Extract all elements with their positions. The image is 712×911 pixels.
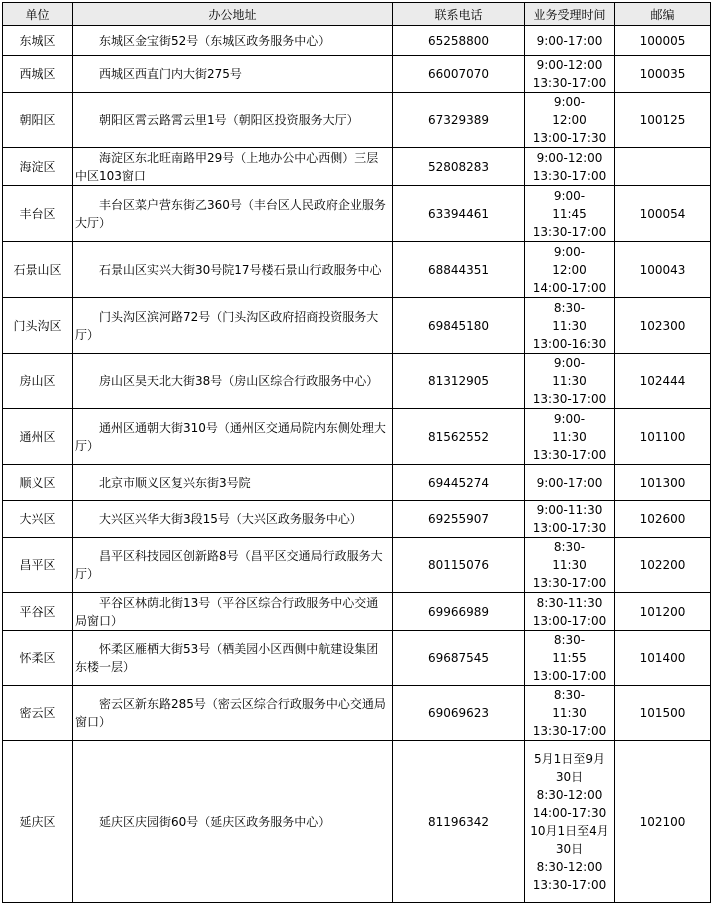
cell-address [73,501,393,538]
cell-address [73,686,393,741]
cell-hours: 9:00-17:00 [525,465,615,501]
cell-phone: 80115076 [393,538,525,593]
table-row [3,538,711,593]
address-text: 东城区金宝街52号（东城区政务服务中心） [99,33,331,48]
cell-phone: 63394461 [393,186,525,242]
address-text: 北京市顺义区复兴东街3号院 [99,475,251,490]
cell-address [73,538,393,593]
cell-unit: 通州区 [3,409,73,465]
cell-unit: 朝阳区 [3,93,73,148]
address-text: 昌平区科技园区创新路8号（昌平区交通局行政服务大厅） [75,549,383,581]
cell-zip: 102444 [615,354,711,409]
address-text: 丰台区菜户营东街乙360号（丰台区人民政府企业服务大厅） [75,197,386,230]
cell-address [73,242,393,298]
cell-unit: 怀柔区 [3,631,73,686]
address-text: 朝阳区霄云路霄云里1号（朝阳区投资服务大厅） [99,113,359,127]
cell-unit: 平谷区 [3,593,73,631]
cell-address [73,298,393,354]
table-row [3,741,711,903]
cell-hours: 8:30- 11:30 13:00-16:30 [525,298,615,354]
address-text: 西城区西直门内大街275号 [99,67,242,81]
header-address: 办公地址 [73,3,393,26]
table-row [3,186,711,242]
cell-hours: 9:00-12:00 13:30-17:00 [525,56,615,93]
cell-unit: 顺义区 [3,465,73,501]
header-phone: 联系电话 [393,3,525,26]
cell-unit: 昌平区 [3,538,73,593]
cell-phone: 81562552 [393,409,525,465]
cell-zip: 102200 [615,538,711,593]
cell-unit: 门头沟区 [3,298,73,354]
cell-unit: 海淀区 [3,148,73,186]
cell-phone: 66007070 [393,56,525,93]
cell-unit: 延庆区 [3,741,73,903]
cell-hours: 5月1日至9月 30日 8:30-12:00 14:00-17:30 10月1日至4月 30日 8:30-12:00 13:30-17:00 [525,741,615,903]
cell-phone: 69845180 [393,298,525,354]
header-zip: 邮编 [615,3,711,26]
cell-zip: 100005 [615,26,711,56]
cell-address [73,148,393,186]
cell-hours: 9:00- 12:00 14:00-17:00 [525,242,615,298]
table-row [3,56,711,93]
cell-unit: 丰台区 [3,186,73,242]
cell-zip [615,148,711,186]
cell-hours: 9:00-12:00 13:30-17:00 [525,148,615,186]
office-table [2,2,711,903]
cell-address [73,593,393,631]
cell-phone: 65258800 [393,26,525,56]
cell-phone: 67329389 [393,93,525,148]
cell-zip: 102100 [615,741,711,903]
cell-zip: 100035 [615,56,711,93]
cell-hours: 9:00- 12:00 13:00-17:30 [525,93,615,148]
cell-zip: 102600 [615,501,711,538]
cell-zip: 100043 [615,242,711,298]
cell-unit: 房山区 [3,354,73,409]
cell-address [73,631,393,686]
cell-zip: 101400 [615,631,711,686]
cell-address [73,409,393,465]
cell-phone: 81196342 [393,741,525,903]
cell-unit: 西城区 [3,56,73,93]
cell-address [73,354,393,409]
table-row [3,686,711,741]
cell-hours: 8:30-11:30 13:00-17:00 [525,593,615,631]
header-unit: 单位 [3,3,73,26]
cell-address [73,26,393,56]
cell-zip: 101100 [615,409,711,465]
cell-address [73,93,393,148]
cell-unit: 石景山区 [3,242,73,298]
cell-phone: 69966989 [393,593,525,631]
table-row [3,242,711,298]
address-text: 密云区新东路285号（密云区综合行政服务中心交通局窗口） [75,697,386,729]
address-text: 大兴区兴华大街3段15号（大兴区政务服务中心） [99,512,362,526]
cell-zip: 101300 [615,465,711,501]
address-text: 怀柔区雁栖大街53号（栖美园小区西侧中航建设集团东楼一层） [75,642,379,674]
cell-zip: 102300 [615,298,711,354]
header-hours: 业务受理时间 [525,3,615,26]
table-row [3,501,711,538]
cell-zip: 101500 [615,686,711,741]
cell-phone: 68844351 [393,242,525,298]
cell-zip: 101200 [615,593,711,631]
table-row [3,148,711,186]
cell-phone: 69255907 [393,501,525,538]
cell-hours: 9:00- 11:45 13:30-17:00 [525,186,615,242]
table-row [3,354,711,409]
cell-address [73,56,393,93]
table-row [3,631,711,686]
address-text: 通州区通朝大街310号（通州区交通局院内东侧处理大厅） [75,420,386,453]
cell-phone: 69687545 [393,631,525,686]
table-row [3,465,711,501]
cell-zip: 100125 [615,93,711,148]
cell-unit: 大兴区 [3,501,73,538]
address-text: 门头沟区滨河路72号（门头沟区政府招商投资服务大厅） [75,309,379,342]
cell-unit: 东城区 [3,26,73,56]
cell-address [73,741,393,903]
table-row [3,298,711,354]
cell-hours: 8:30- 11:30 13:30-17:00 [525,686,615,741]
cell-unit: 密云区 [3,686,73,741]
cell-phone: 81312905 [393,354,525,409]
address-text: 海淀区东北旺南路甲29号（上地办公中心西侧）三层中区103窗口 [75,150,379,183]
address-text: 房山区昊天北大街38号（房山区综合行政服务中心） [99,374,379,388]
cell-phone: 69445274 [393,465,525,501]
cell-hours: 8:30- 11:55 13:00-17:00 [525,631,615,686]
cell-hours: 8:30- 11:30 13:30-17:00 [525,538,615,593]
table-row [3,409,711,465]
cell-hours: 9:00- 11:30 13:30-17:00 [525,354,615,409]
table-row [3,593,711,631]
cell-hours: 9:00-17:00 [525,26,615,56]
address-text: 平谷区林荫北街13号（平谷区综合行政服务中心交通局窗口） [75,595,379,628]
cell-phone: 52808283 [393,148,525,186]
cell-address [73,465,393,501]
address-text: 石景山区实兴大街30号院17号楼石景山行政服务中心 [99,262,382,277]
cell-address [73,186,393,242]
address-text: 延庆区庆园街60号（延庆区政务服务中心） [99,814,331,829]
cell-hours: 9:00- 11:30 13:30-17:00 [525,409,615,465]
cell-zip: 100054 [615,186,711,242]
table-body [3,26,711,903]
table-row [3,93,711,148]
cell-hours: 9:00-11:30 13:00-17:30 [525,501,615,538]
cell-phone: 69069623 [393,686,525,741]
table-row [3,26,711,56]
header-row [3,3,711,26]
